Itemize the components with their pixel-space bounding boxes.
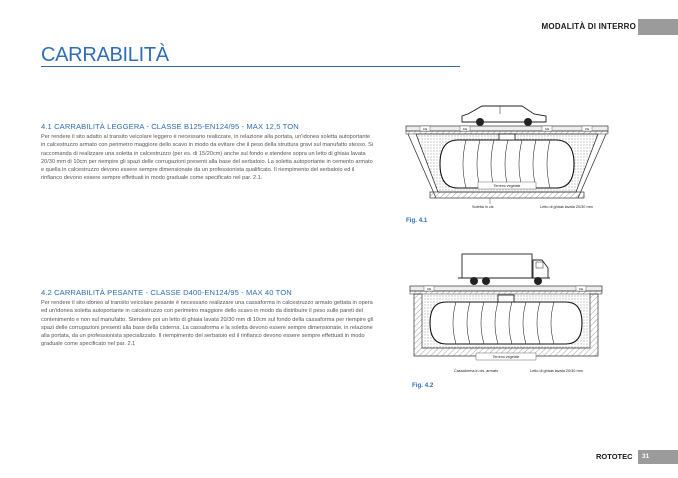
page-title: CARRABILITÀ — [41, 44, 169, 66]
bottom-slab — [430, 192, 584, 198]
label-gravel: Letto di ghiaia lavata 20/30 mm — [530, 369, 583, 373]
svg-text:Cls: Cls — [544, 127, 550, 131]
tank — [440, 134, 574, 188]
svg-text:Cls: Cls — [462, 127, 468, 131]
tank — [430, 295, 582, 344]
svg-text:Cls: Cls — [584, 127, 590, 131]
page-number: 31 — [642, 453, 650, 460]
label-gravel: Letto di ghiaia lavata 20/30 mm — [540, 205, 593, 209]
label-slab: Soletta in cls — [472, 205, 494, 209]
figure-light-traffic-diagram — [400, 96, 615, 214]
truck-icon — [458, 254, 550, 285]
svg-text:Cls: Cls — [422, 127, 428, 131]
section-body-heavy: Per rendere il sito idoneo al transito veicolare pesante è necessario realizzare una cassaforma in calcestruzzo armato gettata in opera ed un'idonea soletta autoportante in calcestruzzo con perimetro maggiore dello scavo in modo da distribuire il peso sulle pareti del contenimento e non sul manufatto. Stendere poi un letto di ghiaia lavata 20/30 mm di 10cm sul fondo della cassaforma per riempire gli spazi delle corrugazioni presenti alla base della cisterna. La cassaforma e la soletta devono essere sempre dimensionate, in relazione alla portata, da un professionista specializzato. Il riempimento del serbatoio ed il rinfianco devono essere sempre effettuati in modo graduale come specificato nel par. 2.1 — [41, 300, 374, 348]
figure-heavy-traffic-diagram — [406, 250, 606, 380]
car-icon — [462, 106, 546, 126]
svg-text:Terreno vegetale: Terreno vegetale — [492, 355, 520, 359]
svg-text:Cls: Cls — [426, 287, 432, 291]
title-underline — [41, 66, 460, 67]
slab-top — [406, 126, 608, 131]
footer-brand: ROTOTEC — [596, 452, 633, 461]
section-heading-light: 4.1 CARRABILITÀ LEGGERA - CLASSE B125-EN124/95 - MAX 12,5 TON — [41, 122, 299, 131]
figure-caption-4-2: Fig. 4.2 — [412, 382, 434, 389]
header-section-label: MODALITÀ DI INTERRO — [541, 22, 636, 31]
figure-caption-4-1: Fig. 4.1 — [406, 217, 428, 224]
section-heading-heavy: 4.2 CARRABILITÀ PESANTE - CLASSE D400-EN124/95 - MAX 40 TON — [41, 288, 292, 297]
header-gray-bar — [638, 19, 678, 35]
svg-text:Cls: Cls — [578, 287, 584, 291]
label-formwork: Cassaforma in cls. armato — [454, 369, 499, 373]
svg-text:Terreno vegetale: Terreno vegetale — [493, 184, 521, 188]
section-body-light: Per rendere il sito adatto al transito veicolare leggero è necessario realizzare, in relazione alla portata, un'idonea soletta autoportante in calcestruzzo armato con perimetro maggiore dello scavo in modo da evitare che il peso della struttura gravi sul manufatto stesso. Si raccomanda di realizzare una soletta in calcestruzzo (per es. di 15/20cm) anche sul fondo e stendere sopra un letto di ghiaia lavata 20/30 mm di 10cm per riempire gli spazi delle corrugazioni presenti alla base del serbatoio. La soletta autoportante in cemento armato e quella in calcestruzzo devono essere sempre dimensionate da un professionista qualificato. Il riempimento del serbatoio ed il rinfianco devono essere sempre effettuati in modo graduale come specificato nel par. 2.1. — [41, 134, 374, 182]
